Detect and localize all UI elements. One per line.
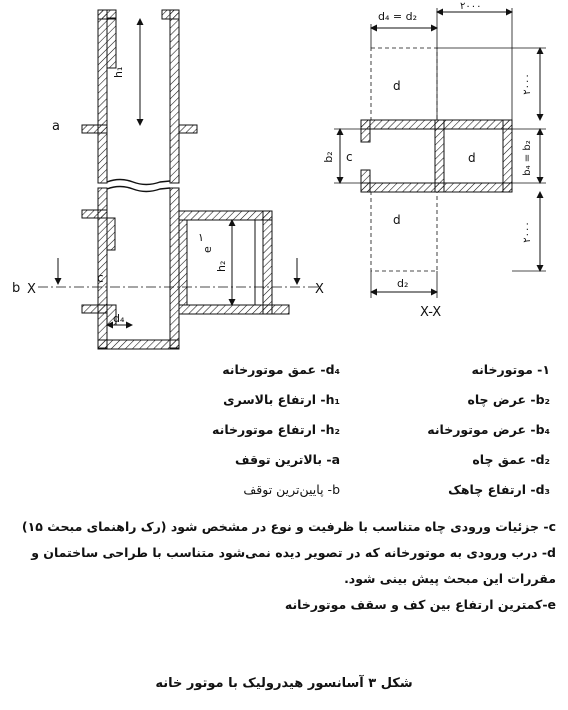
note-c: c- جزئیات ورودی چاه متناسب با ظرفیت و نوع در مشخص شود (رک راهنمای مبحث ۱۵) [21, 519, 556, 534]
plan-label-d-bottom: d [393, 213, 401, 227]
top-floor-slab-right [179, 125, 197, 133]
legend-item: b- پایین‌ترین توقف [243, 482, 340, 497]
plan-label-d2-bottom: d₂ [397, 277, 409, 290]
plan-label-d-mid: d [468, 151, 476, 165]
legend-item: a- بالاترین توقف [234, 452, 340, 467]
label-x-right: X [315, 282, 324, 297]
machine-room-right-wall [263, 211, 272, 314]
legend-item: d₃- ارتفاع چاهک [448, 482, 550, 497]
legend-item: b₄- عرض موتورخانه [427, 422, 550, 437]
legend-item: b₂- عرض چاه [467, 392, 550, 407]
plan-label-section: X-X [420, 305, 442, 320]
plan-label-d4-d2: d₄ = d₂ [378, 10, 417, 23]
lower-door-lintel [107, 218, 115, 250]
notes [8, 514, 556, 618]
machine-room-ceiling [179, 211, 272, 220]
legend-item: d₂- عمق چاه [472, 452, 550, 467]
pit-step-left [82, 305, 107, 313]
plan-dashed-upper-area [371, 48, 437, 120]
elevator-drawing [0, 0, 568, 350]
machine-room-inner-wall [179, 220, 187, 305]
plan-label-right-bottom-2000: ۲۰۰۰ [522, 221, 533, 243]
plan-label-right-top-2000: ۲۰۰۰ [522, 73, 533, 95]
plan-right-wall [503, 120, 512, 192]
shaft-top-cap-right [162, 10, 179, 19]
plan-left-wall-lower [361, 170, 370, 192]
elevation-view [12, 10, 324, 349]
plan-label-b2: b₂ [322, 151, 335, 163]
top-floor-slab-left [82, 125, 107, 133]
shaft-left-wall-upper [98, 10, 107, 183]
label-e: e [201, 246, 214, 253]
plan-label-top-2000: ۲۰۰۰ [460, 1, 482, 12]
legend-item: h₂- ارتفاع موتورخانه [212, 422, 340, 437]
note-d: d- درب ورودی به موتورخانه که در تصویر دیده نمی‌شود متناسب با طراحی ساختمان و مقررات این مبحث پیش بینی شود. [31, 545, 556, 586]
note-e: e-کمترین ارتفاع بین کف و سقف موتورخانه [284, 597, 556, 612]
shaft-right-wall-upper [170, 10, 179, 183]
figure-caption: شکل ۳ آسانسور هیدرولیک با موتور خانه [155, 676, 413, 691]
pit-floor [98, 340, 179, 349]
plan-label-c: c [346, 150, 353, 164]
label-x-left: X [27, 282, 36, 297]
machine-room-floor [179, 305, 289, 314]
plan-left-wall-upper [361, 120, 370, 142]
label-c: c [97, 271, 104, 285]
legend-item: h₁- ارتفاع بالاسری [223, 392, 340, 407]
legend-item: d₄- عمق موتورخانه [222, 362, 340, 377]
plan-label-d-top: d [393, 79, 401, 93]
label-one: ١ [198, 231, 204, 244]
label-h2: h₂ [215, 260, 228, 272]
door-lintel-left [107, 18, 116, 68]
break-line-top [107, 180, 170, 185]
break-line-bottom [107, 187, 170, 192]
label-b: b [12, 281, 21, 296]
plan-view [322, 1, 546, 320]
label-h1: h₁ [112, 66, 125, 78]
label-d4: d₄ [113, 312, 125, 325]
lower-floor-slab-left [82, 210, 107, 218]
plan-middle-wall [435, 120, 444, 192]
plan-dashed-lower-area [371, 192, 437, 271]
legend-item: ١- موتورخانه [471, 362, 550, 377]
plan-label-b4-b2: b₄ = b₂ [522, 140, 533, 176]
label-a: a [52, 119, 60, 134]
shaft-right-wall-lower [170, 188, 179, 348]
